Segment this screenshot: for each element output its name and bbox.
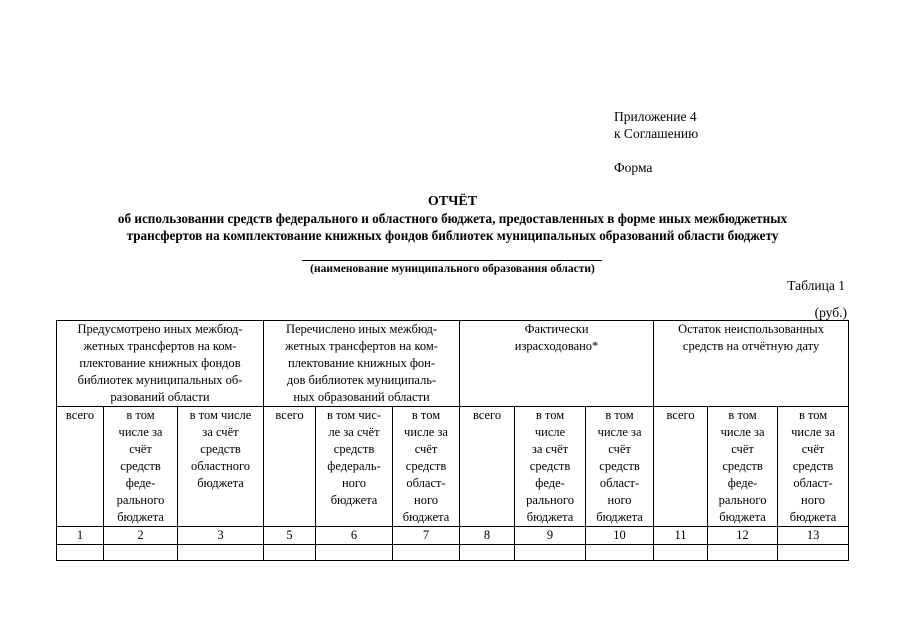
form-label: Форма (614, 160, 653, 175)
empty-cell[interactable] (104, 545, 178, 561)
subheader-cell: в том числе за счёт средств феде- рального бюджета (708, 407, 778, 527)
column-number: 5 (264, 527, 316, 545)
table-group-header-row (57, 321, 849, 407)
empty-cell[interactable] (264, 545, 316, 561)
subheader-cell: в том числе за счёт средств област- ного бюджета (393, 407, 460, 527)
subheader-cell: в том числе за счёт средств феде- рального бюджета (515, 407, 586, 527)
municipality-name-caption: (наименование муниципального образования области) (310, 263, 595, 275)
column-number: 12 (708, 527, 778, 545)
report-subtitle-line-1: об использовании средств федерального и областного бюджета, предоставленных в форме иных межбюджетных (117, 211, 788, 226)
empty-cell[interactable] (586, 545, 654, 561)
subheader-cell: в том чис- ле за счёт средств федераль- ного бюджета (316, 407, 393, 527)
report-subtitle-line-2: трансфертов на комплектование книжных фондов библиотек муниципальных образований области бюджету (126, 228, 779, 243)
column-number: 9 (515, 527, 586, 545)
empty-cell[interactable] (316, 545, 393, 561)
appendix-reference: к Соглашению (614, 126, 699, 141)
column-number: 1 (57, 527, 104, 545)
report-heading: ОТЧЁТ (427, 194, 478, 209)
group-header-remaining: Остаток неиспользованных средств на отчётную дату (654, 321, 849, 407)
column-number: 2 (104, 527, 178, 545)
group-header-transferred: Перечислено иных межбюд- жетных трансфертов на ком- плектование книжных фон- дов библиотек муниципаль- ных образований области (264, 321, 460, 407)
report-title-block (0, 193, 905, 244)
group-header-spent: Фактически израсходовано* (460, 321, 654, 407)
empty-cell[interactable] (654, 545, 708, 561)
appendix-block (614, 108, 698, 176)
table-label: Таблица 1 (787, 278, 845, 293)
column-number: 7 (393, 527, 460, 545)
subheader-cell: всего (57, 407, 104, 527)
empty-cell[interactable] (515, 545, 586, 561)
subheader-cell: всего (654, 407, 708, 527)
report-table (56, 320, 849, 561)
column-number-row (57, 527, 849, 545)
column-number: 11 (654, 527, 708, 545)
column-number: 8 (460, 527, 515, 545)
subheader-cell: в том числе за счёт средств област- ного бюджета (778, 407, 849, 527)
group-header-planned: Предусмотрено иных межбюд- жетных трансфертов на ком- плектование книжных фондов библиотек муниципальных об- разований области (57, 321, 264, 407)
table-subheader-row (57, 407, 849, 527)
appendix-number: Приложение 4 (614, 109, 697, 124)
column-number: 3 (178, 527, 264, 545)
empty-cell[interactable] (393, 545, 460, 561)
currency-unit-label: (руб.) (814, 305, 847, 320)
empty-cell[interactable] (460, 545, 515, 561)
column-number: 13 (778, 527, 849, 545)
subheader-cell: в том числе за счёт средств областного бюджета (178, 407, 264, 527)
subheader-cell: в том числе за счёт средств феде- рального бюджета (104, 407, 178, 527)
empty-cell[interactable] (57, 545, 104, 561)
municipality-name-line (302, 260, 602, 261)
data-entry-row (57, 545, 849, 561)
column-number: 6 (316, 527, 393, 545)
empty-cell[interactable] (178, 545, 264, 561)
subheader-cell: всего (264, 407, 316, 527)
empty-cell[interactable] (708, 545, 778, 561)
subheader-cell: всего (460, 407, 515, 527)
empty-cell[interactable] (778, 545, 849, 561)
column-number: 10 (586, 527, 654, 545)
subheader-cell: в том числе за счёт средств област- ного бюджета (586, 407, 654, 527)
